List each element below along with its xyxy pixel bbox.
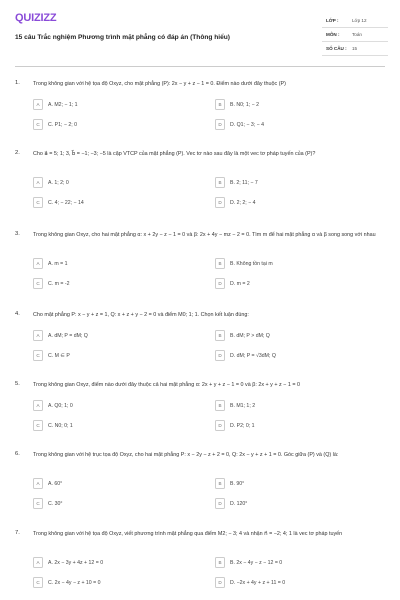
option-text: C. M ∈ P — [48, 352, 70, 359]
option-letter-box: C — [33, 420, 43, 431]
option-text: D. dM; P = √3dM; Q — [230, 352, 276, 359]
meta-row-class — [322, 14, 388, 28]
answer-option-b[interactable] — [215, 399, 255, 412]
meta-row-subject — [322, 28, 388, 42]
answer-option-a[interactable] — [33, 477, 62, 490]
option-text: D. m = 2 — [230, 280, 250, 287]
option-letter-box: C — [33, 278, 43, 289]
option-text: C. m = -2 — [48, 280, 70, 287]
option-letter-box: A — [33, 478, 43, 489]
answer-option-b[interactable] — [215, 176, 258, 189]
answer-option-d[interactable] — [215, 419, 255, 432]
answer-option-c[interactable] — [33, 419, 73, 432]
option-letter-box: C — [33, 577, 43, 588]
option-letter-box: A — [33, 400, 43, 411]
answer-option-c[interactable] — [33, 118, 77, 131]
option-text: B. N0; 1; − 2 — [230, 101, 259, 108]
option-letter-box: B — [215, 258, 225, 269]
option-letter-box: B — [215, 557, 225, 568]
option-text: D. −2x + 4y + z + 11 = 0 — [230, 579, 286, 586]
option-letter-box: A — [33, 99, 43, 110]
answer-option-b[interactable] — [215, 329, 270, 342]
answer-option-b[interactable] — [215, 98, 259, 111]
option-text: A. 1; 2; 0 — [48, 179, 69, 186]
answer-option-d[interactable] — [215, 118, 264, 131]
option-letter-box: B — [215, 478, 225, 489]
document-header — [0, 0, 400, 60]
option-text: C. P1; − 2; 0 — [48, 121, 77, 128]
option-text: A. Q0; 1; 0 — [48, 402, 73, 409]
answer-option-c[interactable] — [33, 576, 100, 589]
option-letter-box: D — [215, 197, 225, 208]
option-text: C. 4; − 22; − 14 — [48, 199, 84, 206]
question-number: 3. — [15, 231, 20, 237]
meta-value: Toán — [352, 32, 362, 37]
answer-option-b[interactable] — [215, 257, 273, 270]
option-letter-box: D — [215, 498, 225, 509]
option-text: A. M2; − 1; 1 — [48, 101, 78, 108]
option-text: A. dM; P = dM; Q — [48, 332, 88, 339]
answer-option-a[interactable] — [33, 399, 73, 412]
option-letter-box: D — [215, 119, 225, 130]
option-letter-box: C — [33, 498, 43, 509]
option-letter-box: B — [215, 400, 225, 411]
option-text: B. 2x − 4y − z − 12 = 0 — [230, 559, 283, 566]
option-text: D. 2; 2; − 4 — [230, 199, 256, 206]
question-text: Cho a⃗ = 5; 1; 3, b⃗ = −1; −3; −5 là cặp VTCP của mặt phẳng (P). Vec tơ nào sau đây là một vec tơ pháp tuyến của (P)? — [33, 151, 316, 157]
question-text: Trong không gian với hệ tọa độ Oxyz, viết phương trình mặt phẳng qua điểm M2; − 3; 4 và nhận n⃗ = −2; 4; 1 là vec tơ pháp tuyến — [33, 531, 343, 537]
option-text: B. M1; 1; 2 — [230, 402, 256, 409]
question-number: 4. — [15, 311, 20, 317]
answer-option-c[interactable] — [33, 497, 62, 510]
option-letter-box: D — [215, 278, 225, 289]
option-letter-box: D — [215, 350, 225, 361]
option-letter-box: A — [33, 557, 43, 568]
option-letter-box: B — [215, 99, 225, 110]
option-text: B. Không tồn tại m — [230, 260, 273, 267]
answer-option-d[interactable] — [215, 196, 256, 209]
option-text: C. 2x − 4y − z + 10 = 0 — [48, 579, 101, 586]
option-text: A. m = 1 — [48, 260, 68, 267]
question-number: 5. — [15, 381, 20, 387]
question-text: Trong không gian Oxyz, điểm nào dưới đây thuộc cả hai mặt phẳng α: 2x + y + z − 1 = 0 và β: 2x + y + z − 1 = 0 — [33, 382, 300, 388]
header-divider — [15, 66, 385, 67]
question-number: 7. — [15, 530, 20, 536]
meta-label: SỐ CÂU : — [326, 46, 347, 51]
answer-option-b[interactable] — [215, 477, 244, 490]
option-text: B. 90° — [230, 480, 245, 487]
option-letter-box: B — [215, 177, 225, 188]
question-number: 2. — [15, 150, 20, 156]
option-letter-box: C — [33, 350, 43, 361]
meta-table — [322, 14, 388, 56]
option-letter-box: A — [33, 258, 43, 269]
option-letter-box: A — [33, 330, 43, 341]
option-text: B. 2; 11; − 7 — [230, 179, 258, 186]
option-text: B. dM; P > dM; Q — [230, 332, 270, 339]
question-text: Trong không gian với hệ tọa độ Oxyz, cho mặt phẳng (P): 2x − y + z − 1 = 0. Điểm nào dưới đây thuộc (P) — [33, 81, 286, 87]
answer-option-a[interactable] — [33, 98, 78, 111]
option-text: A. 2x − 3y + 4z + 12 = 0 — [48, 559, 104, 566]
option-letter-box: D — [215, 577, 225, 588]
meta-label: LỚP : — [326, 18, 339, 23]
answer-option-a[interactable] — [33, 257, 67, 270]
option-text: C. 30° — [48, 500, 63, 507]
option-text: A. 60° — [48, 480, 63, 487]
option-text: D. 120° — [230, 500, 248, 507]
quizizz-logo: QUIZIZZ — [15, 12, 57, 24]
question-text: Cho mặt phẳng P: x − y + z = 1, Q: x + z + y − 2 = 0 và điểm M0; 1; 1. Chọn kết luận đúng: — [33, 312, 249, 318]
answer-option-c[interactable] — [33, 349, 70, 362]
answer-option-d[interactable] — [215, 497, 247, 510]
answer-option-c[interactable] — [33, 196, 84, 209]
question-number: 1. — [15, 80, 20, 86]
question-number: 6. — [15, 451, 20, 457]
answer-option-d[interactable] — [215, 349, 276, 362]
option-text: D. Q1; − 3; − 4 — [230, 121, 265, 128]
option-letter-box: C — [33, 197, 43, 208]
question-text: Trong không gian với hệ trục tọa độ Oxyz, cho hai mặt phẳng P: x − 2y − z + 2 = 0, Q: 2x − y + z + 1 = 0. Góc giữa (P) và (Q) là: — [33, 452, 339, 458]
meta-value: 15 — [352, 46, 358, 51]
document-title: 15 câu Trắc nghiệm Phương trình mặt phẳng có đáp án (Thông hiểu) — [15, 34, 230, 41]
option-letter-box: A — [33, 177, 43, 188]
option-letter-box: D — [215, 420, 225, 431]
meta-label: MÔN : — [326, 32, 340, 37]
meta-row-count — [322, 42, 388, 56]
answer-option-a[interactable] — [33, 176, 69, 189]
option-text: C. N0; 0; 1 — [48, 422, 73, 429]
answer-option-d[interactable] — [215, 277, 250, 290]
answer-option-c[interactable] — [33, 277, 69, 290]
option-letter-box: C — [33, 119, 43, 130]
option-letter-box: B — [215, 330, 225, 341]
answer-option-a[interactable] — [33, 329, 88, 342]
answer-option-a[interactable] — [33, 556, 103, 569]
option-text: D. P2; 0; 1 — [230, 422, 255, 429]
question-text: Trong không gian Oxyz, cho hai mặt phẳng α: x + 2y − z − 1 = 0 và β: 2x + 4y − mz − 2 = 0. Tìm m để hai mặt phẳng α và β song song với nhau — [33, 232, 376, 238]
answer-option-d[interactable] — [215, 576, 285, 589]
answer-option-b[interactable] — [215, 556, 282, 569]
meta-value: Lớp 12 — [352, 18, 367, 23]
